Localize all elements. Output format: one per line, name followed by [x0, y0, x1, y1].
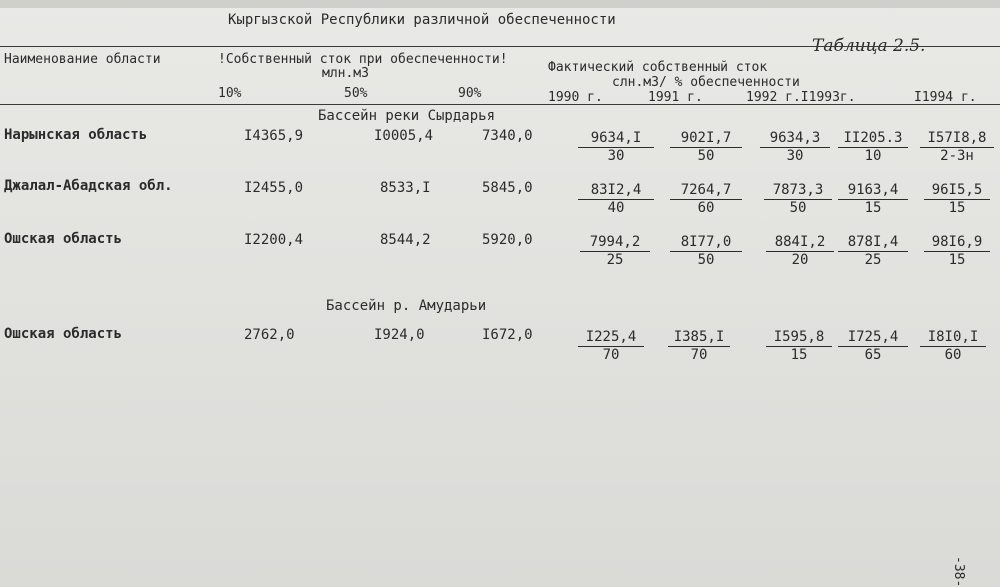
- subheader-50: 50%: [344, 86, 368, 101]
- cell-p10: 2762,0: [244, 327, 295, 343]
- cell-p50: 8533,I: [380, 180, 431, 196]
- cell-1993: $\frac{878I,4}{25}$: [838, 234, 908, 268]
- cell-1991: $\frac{7264,7}{60}$: [670, 182, 742, 216]
- table-number: Таблица 2.5.: [812, 36, 926, 56]
- top-edge: [0, 0, 1000, 8]
- cell-1990: $\frac{7994,2}{25}$: [580, 234, 650, 268]
- cell-1991: $\frac{8I77,0}{50}$: [670, 234, 742, 268]
- section-title-syrdarya: Бассейн реки Сырдарья: [318, 108, 496, 124]
- header-own-runoff: !Собственный сток при обеспеченности!: [218, 52, 508, 67]
- cell-1991: $\frac{I385,I}{70}$: [668, 329, 730, 363]
- cell-1992: $\frac{9634,3}{30}$: [760, 130, 830, 164]
- cell-1990: $\frac{83I2,4}{40}$: [578, 182, 654, 216]
- subheader-90: 90%: [458, 86, 482, 101]
- subheader-10: 10%: [218, 86, 242, 101]
- cell-p50: I0005,4: [374, 128, 434, 144]
- cell-1994: $\frac{96I5,5}{15}$: [924, 182, 990, 216]
- subheader-1991: 1991 г.: [648, 90, 703, 105]
- page-number: -38-: [951, 556, 966, 587]
- header-top-rule: [0, 46, 1000, 47]
- cell-1992: $\frac{I595,8}{15}$: [766, 329, 832, 363]
- row-name: Нарынская область: [4, 127, 148, 143]
- header-actual-units: слн.м3/ % обеспеченности: [612, 75, 800, 90]
- cell-p50: I924,0: [374, 327, 425, 343]
- row-name: Ошская область: [4, 231, 123, 247]
- cell-1993: $\frac{9163,4}{15}$: [838, 182, 908, 216]
- subheader-1992: 1992 г.I1993г.: [746, 90, 856, 105]
- cell-p90: 7340,0: [482, 128, 533, 144]
- subheader-1990: 1990 г.: [548, 90, 603, 105]
- cell-1993: $\frac{II205.3}{10}$: [838, 130, 908, 164]
- cell-1992: $\frac{7873,3}{50}$: [764, 182, 832, 216]
- table-title: Кыргызской Республики различной обеспеченности: [228, 12, 616, 28]
- cell-p10: I2455,0: [244, 180, 304, 196]
- cell-1993: $\frac{I725,4}{65}$: [838, 329, 908, 363]
- row-name: Ошская область: [4, 326, 123, 342]
- subheader-1994: I1994 г.: [914, 90, 977, 105]
- header-actual-runoff: Фактический собственный сток: [548, 60, 768, 75]
- cell-1994: I57I8,8 2-3н: [920, 130, 994, 164]
- cell-p90: I672,0: [482, 327, 533, 343]
- cell-p10: I4365,9: [244, 128, 304, 144]
- header-region-name: Наименование области: [4, 52, 161, 67]
- cell-1992: $\frac{884I,2}{20}$: [766, 234, 834, 268]
- cell-1991: $\frac{902I,7}{50}$: [670, 130, 742, 164]
- cell-p50: 8544,2: [380, 232, 431, 248]
- cell-1990: $\frac{9634,I}{30}$: [578, 130, 654, 164]
- cell-1994: $\frac{98I6,9}{15}$: [924, 234, 990, 268]
- cell-p90: 5920,0: [482, 232, 533, 248]
- cell-p10: I2200,4: [244, 232, 304, 248]
- section-title-amudarya: Бассейн р. Амударьи: [326, 298, 487, 314]
- header-own-units: млн.м3: [322, 66, 369, 81]
- row-name: Джалал-Абадская обл.: [4, 178, 173, 194]
- cell-1990: $\frac{I225,4}{70}$: [578, 329, 644, 363]
- cell-1994: $\frac{I8I0,I}{60}$: [920, 329, 986, 363]
- cell-p90: 5845,0: [482, 180, 533, 196]
